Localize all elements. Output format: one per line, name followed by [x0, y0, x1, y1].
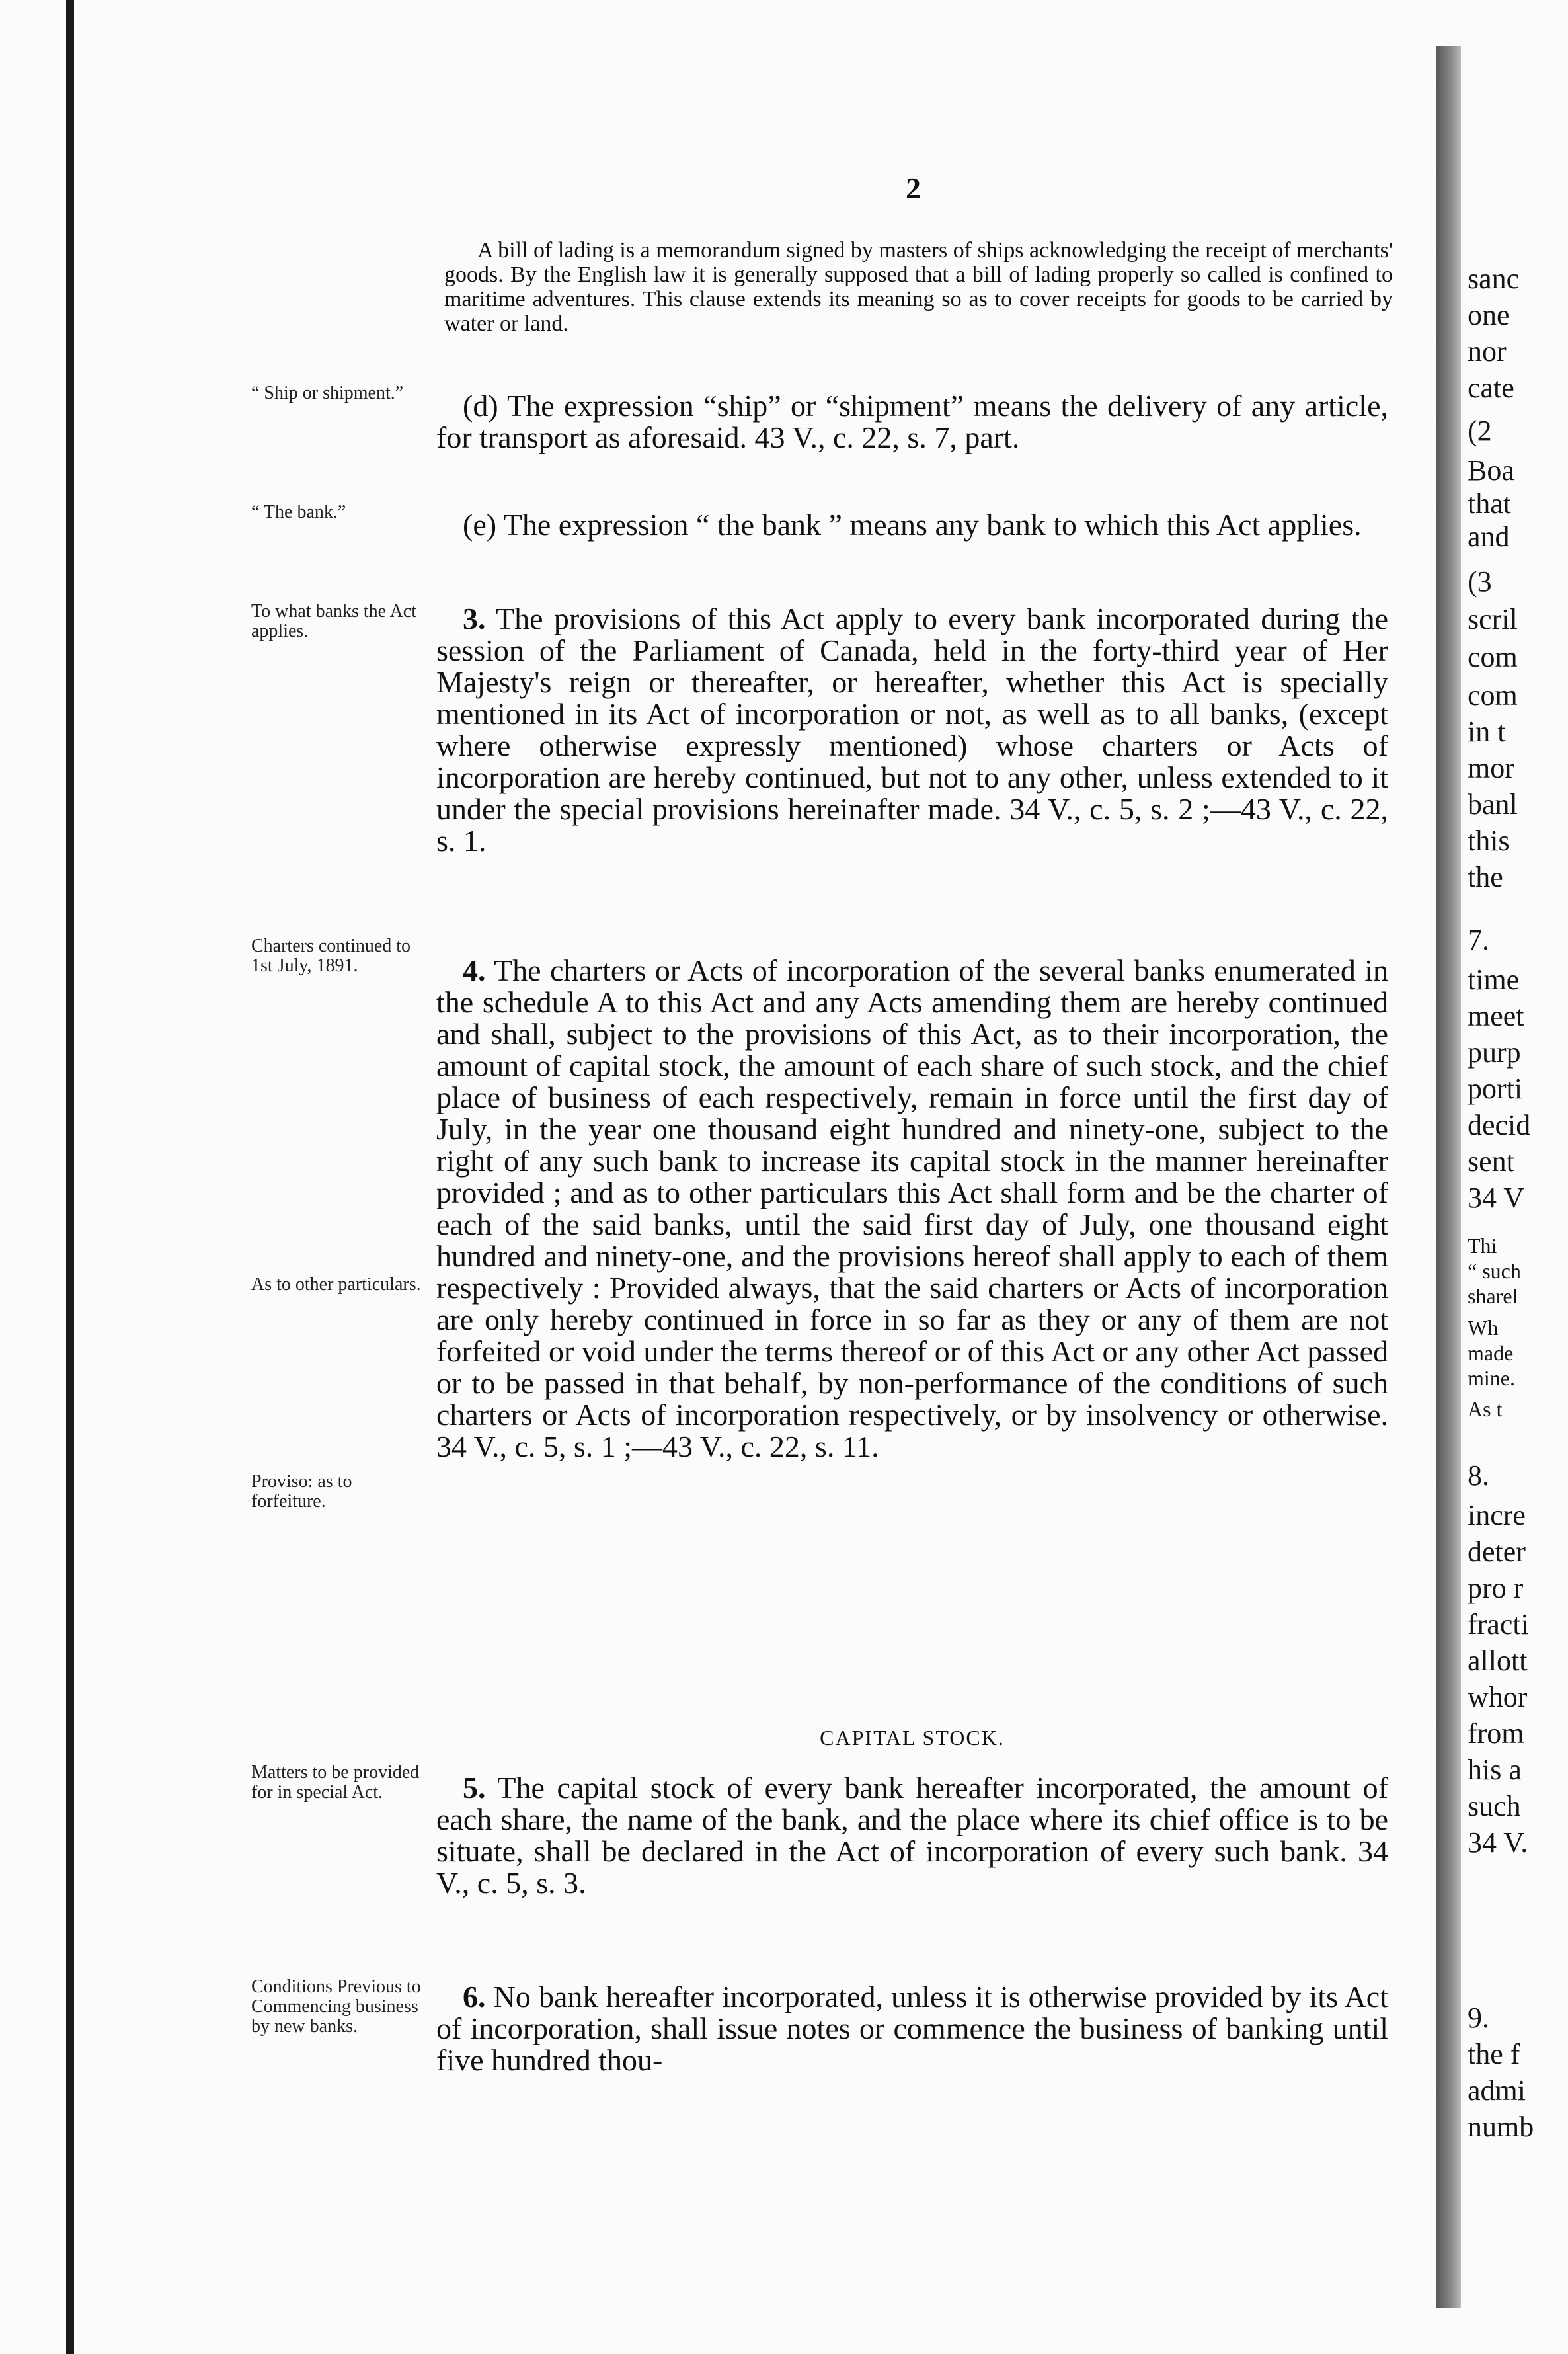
margin-note-charters: Charters continued to 1st July, 1891. — [251, 936, 411, 976]
facing-text: cate — [1468, 372, 1514, 404]
clause-e — [436, 509, 1388, 541]
facing-text: Boa — [1468, 454, 1514, 487]
section-6 — [436, 1981, 1388, 2076]
capital-stock-heading: CAPITAL STOCK. — [820, 1726, 1005, 1750]
facing-text: made — [1468, 1341, 1514, 1365]
facing-text: 34 V. — [1468, 1826, 1528, 1859]
scan-left-border — [66, 0, 74, 2354]
facing-text: pro r — [1468, 1572, 1524, 1604]
facing-text: meet — [1468, 1000, 1524, 1032]
section-4-text: The charters or Acts of incorporation of the several banks enumerated in the schedule A to this Act and any Acts amending them are hereby continued and shall, subject to the provisions of this Act, as to their incorporation, the amount of capital stock, the amount of each share of such stock, and the chief place of business of each respectively, remain in force until the first day of July, in the year one thousand eight hundred and ninety-one, subject to the right of any such bank to increase its capital stock in the manner hereinafter provided ; and as to other particulars this Act shall form and be the charter of each of the said banks, until the said first day of July, one thousand eight hundred and ninety-one, and the provisions hereof shall apply to each of them respectively : Provided always, that the said charters or Acts of incorporation are only hereby continued in force in so far as they or any of them are not forfeited or void under the terms thereof or of this Act or any other Act passed or to be passed in that behalf, by non-performance of the conditions of such charters or Acts of incorporation respectively, or by insolvency or otherwise. 34 V., c. 5, s. 1 ;—43 V., c. 22, s. 11. — [436, 954, 1388, 1463]
section-3 — [436, 603, 1388, 857]
facing-text: his a — [1468, 1754, 1522, 1786]
footnote-text: A bill of lading is a memorandum signed by masters of ships acknowledging the receipt of merchants' goods. By the English law it is generally supposed that a bill of lading properly so called is confined to maritime adventures. This clause extends its meaning so as to cover receipts for goods to be carried by water or land. — [444, 238, 1393, 336]
facing-text: deter — [1468, 1535, 1526, 1568]
section-4-number: 4. — [463, 954, 486, 987]
margin-note-other: As to other particulars. — [251, 1274, 421, 1295]
facing-text: nor — [1468, 335, 1507, 368]
clause-e-text: (e) The expression “ the bank ” means any bank to which this Act applies. — [463, 508, 1362, 542]
page-number: 2 — [906, 171, 921, 205]
facing-text: this — [1468, 825, 1510, 857]
facing-text: (3 — [1468, 565, 1492, 598]
clause-d — [436, 390, 1388, 454]
page-gutter-shadow — [1436, 46, 1461, 2308]
facing-text: incre — [1468, 1499, 1526, 1531]
facing-text: banl — [1468, 788, 1518, 821]
facing-text: (2 — [1468, 415, 1492, 447]
facing-text: 9. — [1468, 2002, 1489, 2034]
facing-text: mor — [1468, 752, 1514, 784]
facing-text: time — [1468, 963, 1520, 996]
facing-text: the f — [1468, 2038, 1520, 2070]
facing-text: fracti — [1468, 1608, 1529, 1641]
facing-text: Wh — [1468, 1316, 1499, 1340]
margin-note-bank: “ The bank.” — [251, 502, 346, 522]
facing-text: “ such — [1468, 1259, 1521, 1283]
facing-text: the — [1468, 861, 1503, 893]
section-3-number: 3. — [463, 602, 486, 635]
facing-text: com — [1468, 641, 1518, 673]
clause-d-text: (d) The expression “ship” or “shipment” means the delivery of any article, for transport as aforesaid. 43 V., c. 22, s. 7, part. — [436, 389, 1388, 454]
bill-of-lading-note — [444, 238, 1393, 336]
facing-text: decid — [1468, 1109, 1531, 1141]
section-5-text: The capital stock of every bank hereafter incorporated, the amount of each share, the name of the bank, and the place where its chief office is to be situate, shall be declared in the Act of incorporation of every such bank. 34 V., c. 5, s. 3. — [436, 1771, 1388, 1900]
section-4 — [436, 955, 1388, 1463]
facing-text: one — [1468, 299, 1510, 331]
facing-text: mine. — [1468, 1366, 1515, 1390]
facing-text: 8. — [1468, 1459, 1489, 1492]
margin-note-to-what: To what banks the Act applies. — [251, 601, 416, 641]
section-3-text: The provisions of this Act apply to every bank incorporated during the session of the Parliament of Canada, held in the forty-third year of Her Majesty's reign or thereafter, or hereafter, whether this Act is specially mentioned in its Act of incorporation or not, as well as to all banks, (except where otherwise expressly mentioned) whose charters or Acts of incorporation are hereby continued, but not to any other, unless extended to it under the special provisions hereinafter made. 34 V., c. 5, s. 2 ;—43 V., c. 22, s. 1. — [436, 602, 1389, 858]
facing-text: numb — [1468, 2111, 1534, 2143]
section-6-number: 6. — [463, 1980, 486, 2013]
facing-text: com — [1468, 679, 1518, 711]
facing-text: such — [1468, 1790, 1521, 1822]
facing-page-fragment — [1461, 0, 1568, 2354]
facing-text: sent — [1468, 1145, 1514, 1178]
facing-text: sharel — [1468, 1284, 1518, 1308]
facing-text: in t — [1468, 715, 1506, 748]
facing-text: admi — [1468, 2074, 1526, 2107]
facing-text: from — [1468, 1717, 1524, 1750]
facing-text: 34 V — [1468, 1182, 1524, 1214]
margin-note-ship: “ Ship or shipment.” — [251, 383, 404, 403]
section-5-number: 5. — [463, 1771, 486, 1805]
facing-text: 7. — [1468, 924, 1489, 956]
facing-text: purp — [1468, 1036, 1521, 1069]
facing-text: whor — [1468, 1681, 1528, 1713]
facing-text: As t — [1468, 1397, 1503, 1421]
margin-note-conditions: Conditions Previous to Commencing business by new banks. — [251, 1976, 421, 2037]
facing-text: allott — [1468, 1644, 1528, 1677]
section-6-text: No bank hereafter incorporated, unless it is otherwise provided by its Act of incorporation, shall issue notes or commence the business of banking until five hundred thou- — [436, 1980, 1389, 2077]
facing-text: porti — [1468, 1073, 1523, 1105]
section-5 — [436, 1772, 1388, 1899]
facing-text: Thi — [1468, 1234, 1497, 1258]
facing-text: sanc — [1468, 263, 1520, 295]
margin-note-proviso: Proviso: as to forfeiture. — [251, 1471, 352, 1512]
facing-text: and — [1468, 520, 1510, 553]
margin-note-matters: Matters to be provided for in special Act. — [251, 1762, 420, 1803]
facing-text: scril — [1468, 603, 1518, 635]
facing-text: that — [1468, 487, 1511, 520]
